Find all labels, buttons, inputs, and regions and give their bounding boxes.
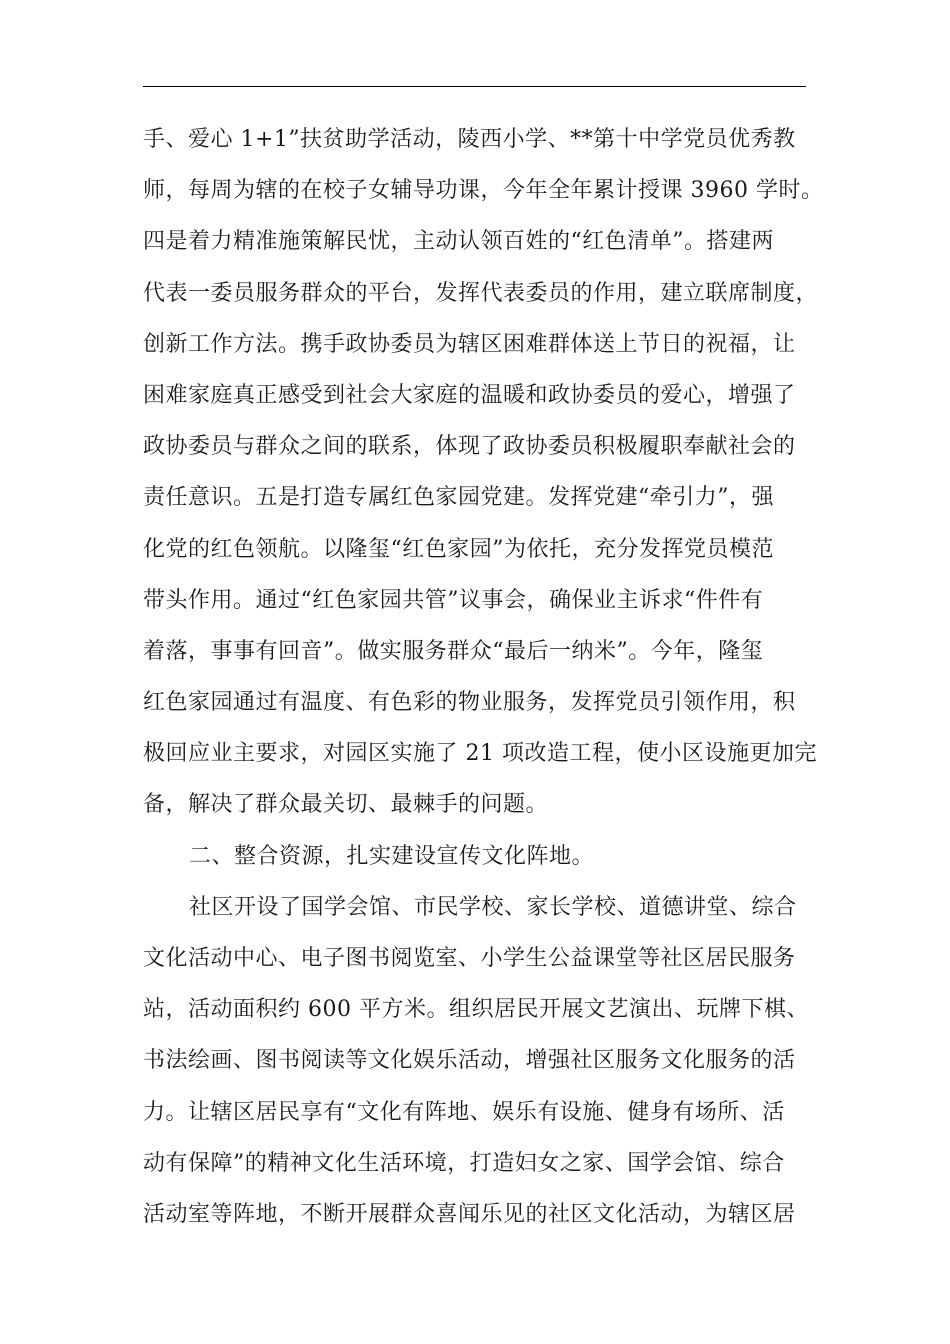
- text-line: 化党的红色领航。以隆玺“红色家园”为依托，充分发挥党员模范: [143, 536, 774, 562]
- text-line: 责任意识。五是打造专属红色家园党建。发挥党建“牵引力”，强: [143, 485, 774, 511]
- body-text: [143, 114, 833, 1240]
- text-line: 着落，事事有回音”。做实服务群众“最后一纳米”。今年，隆玺: [143, 638, 764, 664]
- text-line: 红色家园通过有温度、有色彩的物业服务，发挥党员引领作用，积: [143, 690, 796, 716]
- text-line: 活动室等阵地，不断开展群众喜闻乐见的社区文化活动，为辖区居: [143, 1201, 796, 1227]
- text-line: 困难家庭真正感受到社会大家庭的温暖和政协委员的爱心，增强了: [143, 382, 796, 408]
- text-line: 四是着力精准施策解民忧，主动认领百姓的“红色清单”。搭建两: [143, 229, 774, 255]
- text-line: 手、爱心 1+1”扶贫助学活动，陵西小学、**第十中学党员优秀教: [143, 127, 796, 152]
- text-line: 社区开设了国学会馆、市民学校、家长学校、道德讲堂、综合: [189, 894, 797, 920]
- text-line: 动有保障”的精神文化生活环境，打造妇女之家、国学会馆、综合: [143, 1150, 785, 1176]
- text-line: 师，每周为辖的在校子女辅导功课，今年全年累计授课 3960 学时。: [143, 178, 824, 204]
- text-line: 政协委员与群众之间的联系，体现了政协委员积极履职奉献社会的: [143, 434, 796, 460]
- section-heading: 二、整合资源，扎实建设宣传文化阵地。: [189, 843, 595, 869]
- text-line: 极回应业主要求，对园区实施了 21 项改造工程，使小区设施更加完: [143, 741, 817, 767]
- text-line: 带头作用。通过“红色家园共管”议事会，确保业主诉求“件件有: [143, 587, 764, 613]
- text-line: 书法绘画、图书阅读等文化娱乐活动，增强社区服务文化服务的活: [143, 1048, 796, 1074]
- header-rule: [143, 86, 806, 87]
- text-line: 文化活动中心、电子图书阅览室、小学生公益课堂等社区居民服务: [143, 946, 796, 971]
- text-line: 备，解决了群众最关切、最棘手的问题。: [143, 792, 549, 818]
- text-line: 代表一委员服务群众的平台，发挥代表委员的作用，建立联席制度，: [143, 280, 819, 306]
- text-line: 站，活动面积约 600 平方米。组织居民开展文艺演出、玩牌下棋、: [143, 997, 809, 1023]
- text-line: 创新工作方法。携手政协委员为辖区困难群体送上节日的祝福，让: [143, 331, 796, 357]
- text-line: 力。让辖区居民享有“文化有阵地、娱乐有设施、健身有场所、活: [143, 1099, 785, 1125]
